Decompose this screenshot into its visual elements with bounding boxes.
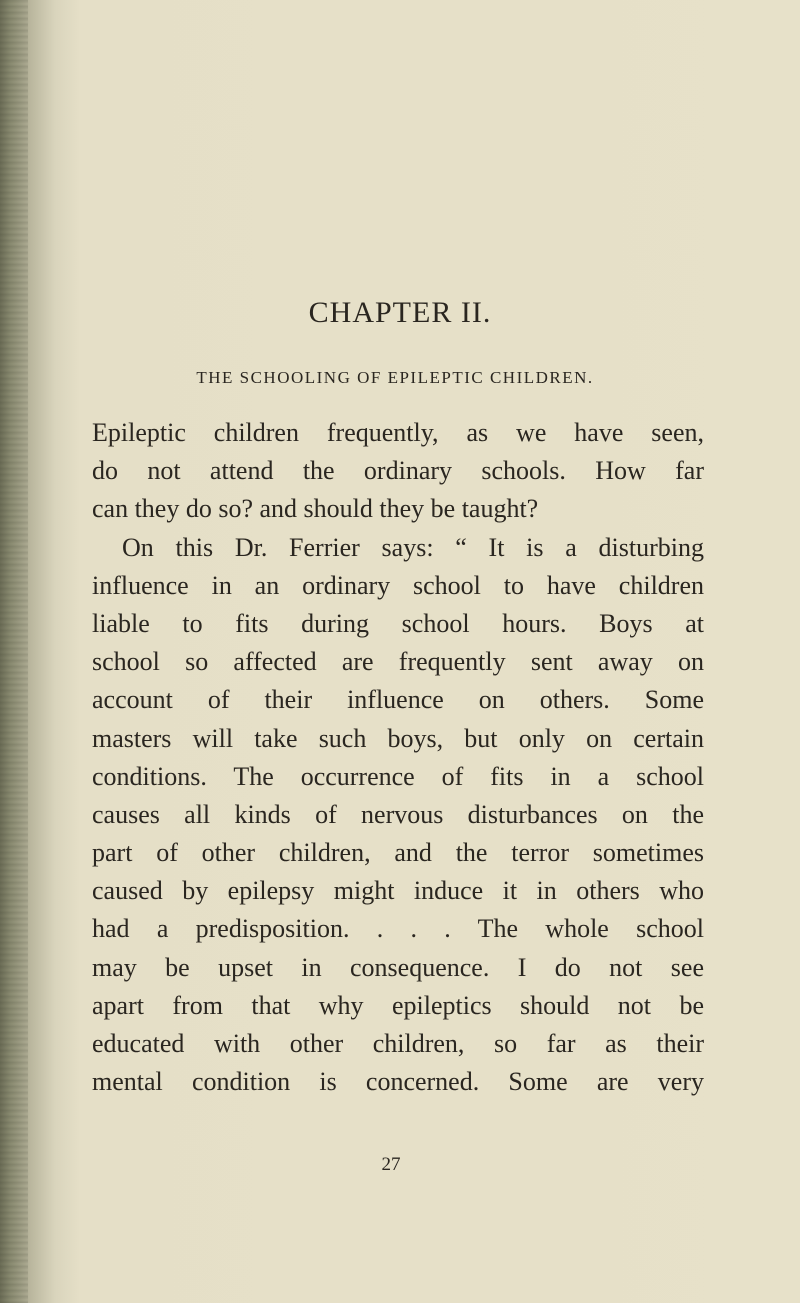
text-line: Epileptic children frequently, as we have seen, (92, 418, 704, 447)
text-line: may be upset in consequence. I do not see (92, 952, 704, 982)
text-line: had a predisposition. . . . The whole school (92, 914, 704, 944)
text-line: conditions. The occurrence of fits in a school (92, 761, 704, 791)
text-line: caused by epilepsy might induce it in others who (92, 876, 704, 906)
chapter-subtitle: THE SCHOOLING OF EPILEPTIC CHILDREN. (196, 368, 594, 387)
text-line: apart from that why epileptics should not be (92, 990, 704, 1020)
text-line: causes all kinds of nervous disturbances on the (92, 799, 704, 829)
text-line: account of their influence on others. Some (92, 685, 704, 715)
text-line: masters will take such boys, but only on certain (92, 723, 704, 753)
text-line: can they do so? and should they be taught? (92, 494, 539, 524)
text-line: do not attend the ordinary schools. How far (92, 456, 704, 486)
page-number: 27 (381, 1154, 401, 1175)
text-line: educated with other children, so far as their (92, 1029, 704, 1058)
text-line: liable to fits during school hours. Boys at (92, 608, 704, 638)
chapter-title: CHAPTER II. (308, 296, 492, 329)
binding-edge (0, 0, 28, 1303)
text-line: On this Dr. Ferrier says: “ It is a disturbing (122, 532, 704, 562)
text-line: influence in an ordinary school to have children (92, 570, 704, 600)
text-line: part of other children, and the terror sometimes (92, 838, 704, 868)
text-line: mental condition is concerned. Some are very (92, 1067, 704, 1097)
body-text (92, 414, 704, 1101)
text-line: school so affected are frequently sent away on (92, 647, 704, 677)
